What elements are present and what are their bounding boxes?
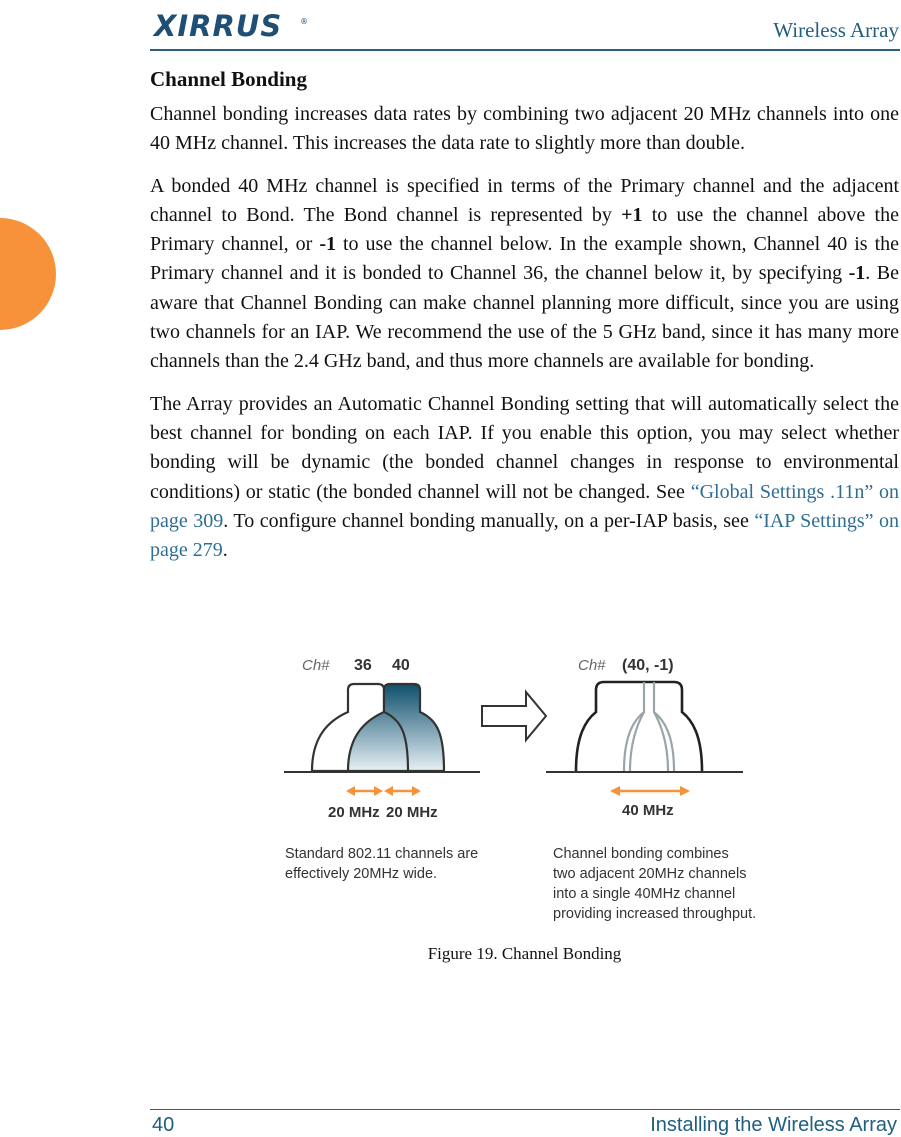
paragraph-3-text-2: . To configure channel bonding manually, on a per-IAP basis, see <box>223 509 755 532</box>
link-iap-settings[interactable]: “IAP Settings” on page 279 <box>150 509 899 562</box>
left-width-arrow-b <box>384 786 421 796</box>
right-ch-bonded: (40, -1) <box>622 657 674 674</box>
bonded-channel-bell <box>576 682 702 771</box>
left-width-label-a: 20 MHz <box>328 804 380 821</box>
paragraph-2-text-2: to use the channel above the Primary channel, or <box>150 203 899 256</box>
paragraph-3 <box>150 390 899 566</box>
left-desc-line-2: effectively 20MHz wide. <box>285 866 438 882</box>
right-desc-line-4: providing increased throughput. <box>553 906 757 922</box>
left-width-label-b: 20 MHz <box>386 804 438 821</box>
left-ch-40: 40 <box>392 657 410 674</box>
footer-chapter-title: Installing the Wireless Array <box>650 1114 897 1136</box>
bond-minus-one-example: -1 <box>848 262 866 285</box>
right-desc-line-1: Channel bonding combines <box>553 846 729 862</box>
logo-text: XIRRUS <box>154 9 283 42</box>
paragraph-1: Channel bonding increases data rates by combining two adjacent 20 MHz channels into one 40 MHz channel. This increases the data rate to slightly more than double. <box>150 103 899 155</box>
registered-mark: ® <box>300 17 308 26</box>
right-width-arrow <box>610 786 690 796</box>
section-heading: Channel Bonding <box>150 67 307 91</box>
paragraph-2-text-4: . Be aware that Channel Bonding can make channel planning more difficult, since you are using two channels for an IAP. We recommend the use of the 5 GHz band, since it has many more channels than the 2.4 GHz band, and thus more channels are available for bonding. <box>150 262 899 373</box>
left-desc-line-1: Standard 802.11 channels are <box>285 846 479 862</box>
header-rule <box>150 49 900 51</box>
right-desc-line-2: two adjacent 20MHz channels <box>553 866 747 882</box>
transition-arrow-icon <box>482 692 546 740</box>
figure-caption: Figure 19. Channel Bonding <box>427 944 622 963</box>
paragraph-2-text-3: to use the channel below. In the example shown, Channel 40 is the Primary channel and it is bonded to Channel 36, the channel below it, by specifying <box>150 233 900 285</box>
bond-plus-one: +1 <box>621 203 643 226</box>
main-content <box>150 64 899 578</box>
page-number: 40 <box>152 1114 175 1136</box>
right-desc-line-3: into a single 40MHz channel <box>553 886 736 902</box>
paragraph-3-text-1: The Array provides an Automatic Channel Bonding setting that will automatically select the best channel for bonding on each IAP. If you enable this option, you may select whether bonding will be dynamic (the bonded channel changes in response to environmental conditions) or static (the bonded channel will not be changed. See <box>150 392 899 503</box>
paragraph-3-text-3: . <box>222 539 228 562</box>
xirrus-logo <box>152 2 312 42</box>
paragraph-2 <box>150 172 899 377</box>
chapter-tab-marker <box>0 218 56 330</box>
bond-minus-one: -1 <box>319 233 336 256</box>
header-title: Wireless Array <box>773 18 899 42</box>
left-width-arrow-a <box>346 786 383 796</box>
link-global-settings[interactable]: “Global Settings .11n” on page 309 <box>150 480 899 532</box>
left-ch-36: 36 <box>354 657 372 674</box>
channel-bonding-figure <box>150 640 899 940</box>
right-width-label: 40 MHz <box>622 802 674 819</box>
footer-rule <box>150 1109 900 1110</box>
paragraph-2-text-1: A bonded 40 MHz channel is specified in terms of the Primary channel and the adjacent channel to Bond. The Bond channel is represented by <box>150 174 899 226</box>
left-ch-label: Ch# <box>302 657 330 674</box>
right-ch-label: Ch# <box>578 657 606 674</box>
